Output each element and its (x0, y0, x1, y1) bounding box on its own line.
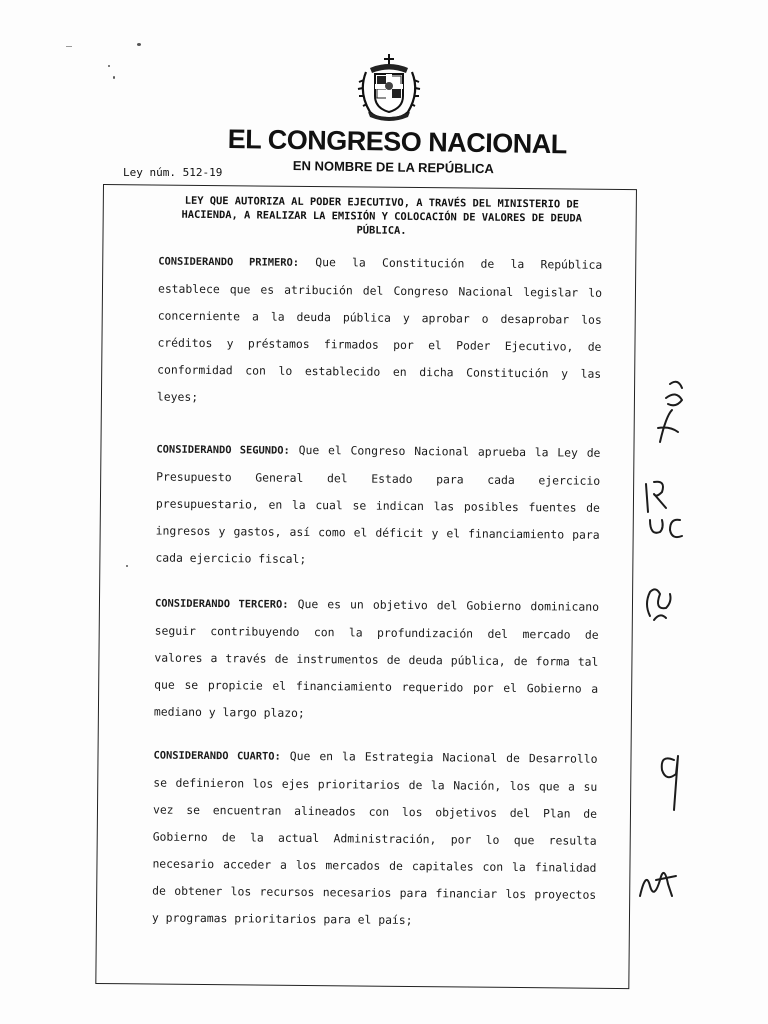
coat-of-arms-icon (356, 52, 422, 122)
law-title: LEY QUE AUTORIZA AL PODER EJECUTIVO, A TRAVÉS DEL MINISTERIO DE HACIENDA, A REALIZAR LA EMISIÓN Y COLOCACIÓN DE VALORES DE DEUDA PÚBLICA. (181, 194, 582, 237)
law-number: Ley núm. 512-19 (123, 166, 223, 179)
scan-speck (137, 43, 141, 46)
clause-text: Que en la Estrategia Nacional de Desarrollo se definieron los ejes prioritarios de la Nación, los que a su vez se encuentran alineados con los objetivos del Plan de Gobierno de la actual Administración, por lo que resulta necesario acceder a los mercados de capitales con la finalidad de obtener los recursos necesarios para financiar los proyectos y programas prioritarios para el país; (151, 748, 598, 928)
handwritten-initials-icon (636, 380, 716, 920)
clause-label: CONSIDERANDO SEGUNDO: (156, 443, 290, 457)
clause-label: CONSIDERANDO TERCERO: (154, 597, 289, 611)
clause-label: CONSIDERANDO PRIMERO: (158, 255, 300, 269)
scan-speck (108, 65, 110, 67)
law-frame (95, 184, 637, 989)
clause-text: Que el Congreso Nacional aprueba la Ley de Presupuesto General del Estado para cada ejercicio presupuestario, en la cual se indican las posibles fuentes de ingresos y gastos, así como el déficit y el financiamiento para cada ejercicio fiscal; (155, 442, 601, 566)
scan-speck (66, 46, 72, 47)
republic-subheading: EN NOMBRE DE LA REPÚBLICA (292, 158, 495, 177)
clause-text: Que es un objetivo del Gobierno dominicano seguir contribuyendo con la profundización del mercado de valores a través de instrumentos de deuda pública, de forma tal que se propicie el financiamiento requerido por el Gobierno a mediano y largo plazo; (153, 596, 600, 720)
clause-text: Que la Constitución de la República establece que es atribución del Congreso Nacional legislar lo concerniente a la deuda pública y aprobar o desaprobar los créditos y préstamos firmados por el Poder Ejecutivo, de conformidad con lo establecido en dicha Constitución y las leyes; (156, 255, 603, 404)
congress-heading: EL CONGRESO NACIONAL (227, 124, 567, 160)
clause-segundo (155, 436, 600, 576)
clause-cuarto (152, 742, 598, 936)
clause-label: CONSIDERANDO CUARTO: (153, 749, 281, 763)
scan-speck (113, 76, 115, 79)
clause-tercero (154, 590, 599, 730)
clause-primero (157, 248, 603, 415)
